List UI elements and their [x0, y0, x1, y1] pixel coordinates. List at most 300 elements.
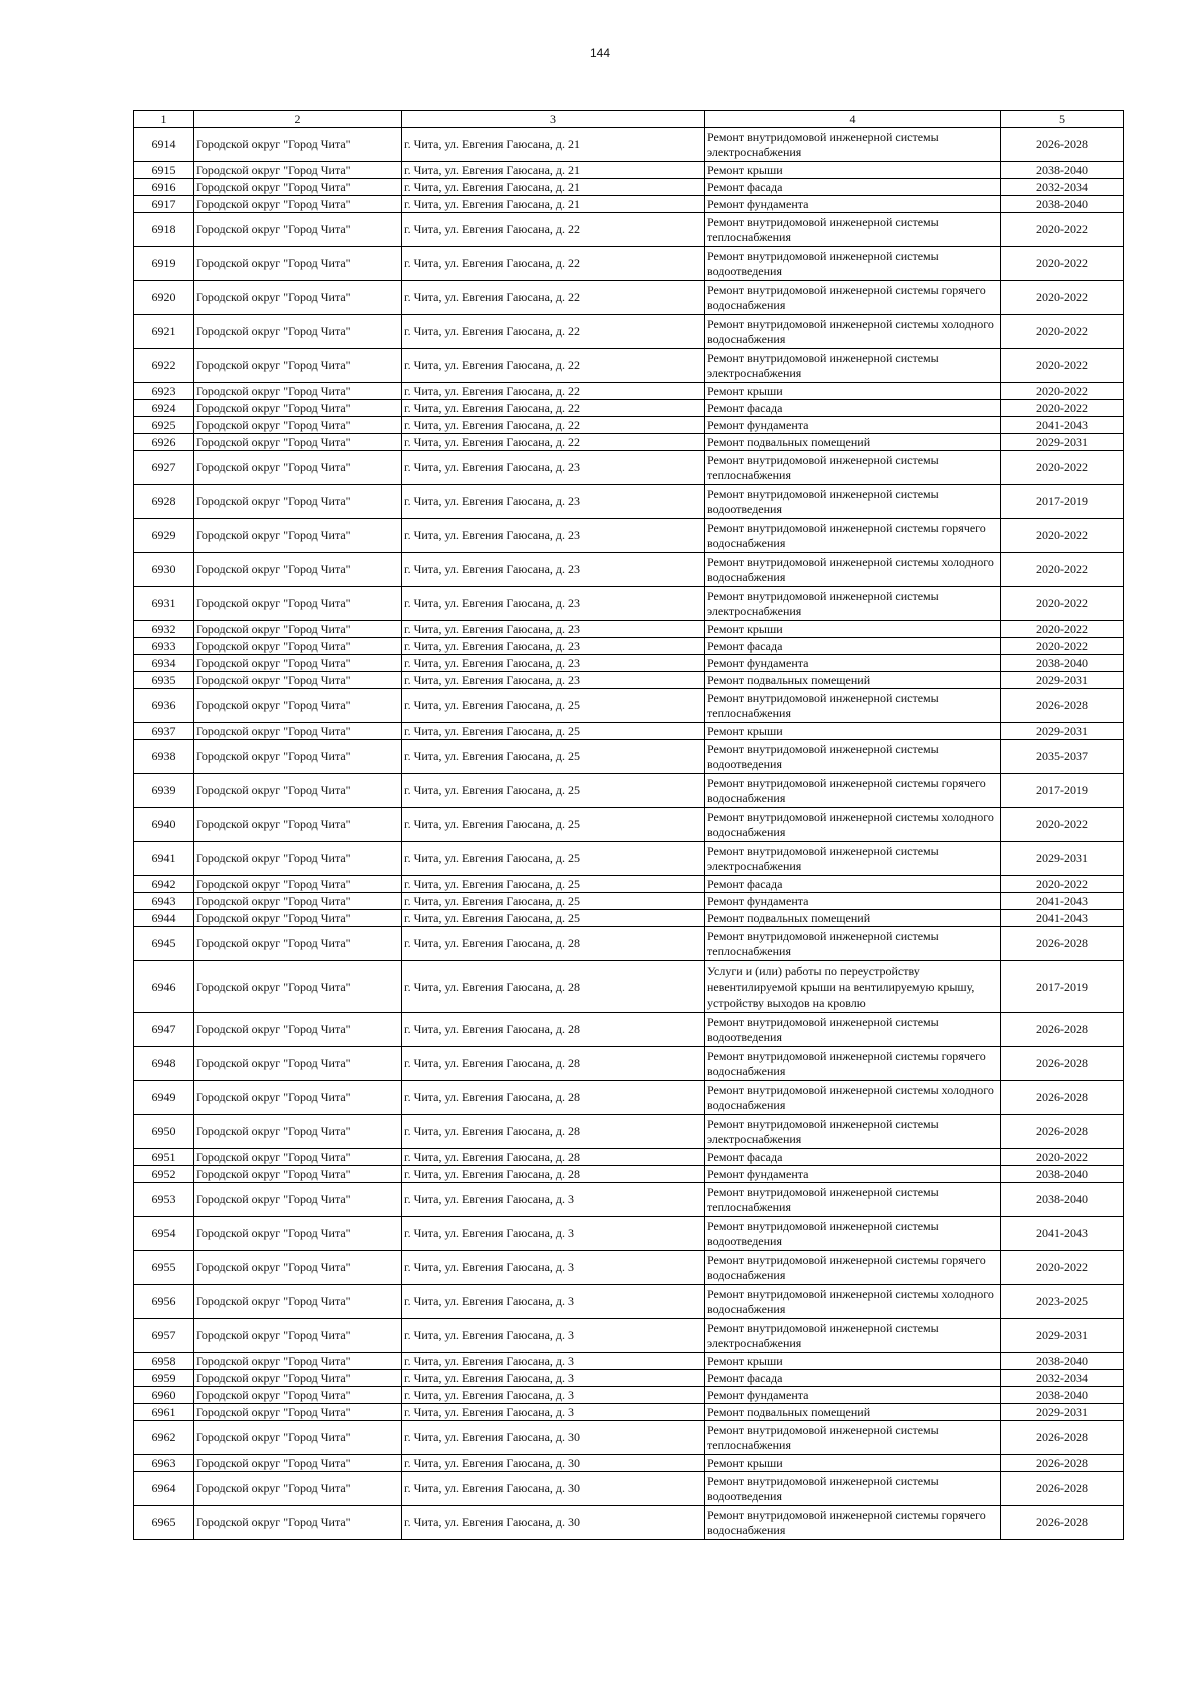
- work-type-cell: Ремонт подвальных помещений: [705, 1404, 1001, 1421]
- address-cell: г. Чита, ул. Евгения Гаюсана, д. 23: [402, 672, 705, 689]
- table-row: [134, 740, 1124, 774]
- period-cell: 2026-2028: [1001, 1047, 1124, 1081]
- period-cell: 2038-2040: [1001, 1166, 1124, 1183]
- municipality-cell: Городской округ "Город Чита": [194, 281, 402, 315]
- row-number-cell: 6960: [134, 1387, 194, 1404]
- period-cell: 2020-2022: [1001, 383, 1124, 400]
- period-cell: 2029-2031: [1001, 723, 1124, 740]
- column-header-2: 2: [194, 111, 402, 128]
- row-number-cell: 6955: [134, 1251, 194, 1285]
- period-cell: 2026-2028: [1001, 128, 1124, 162]
- municipality-cell: Городской округ "Город Чита": [194, 1081, 402, 1115]
- address-cell: г. Чита, ул. Евгения Гаюсана, д. 21: [402, 196, 705, 213]
- municipality-cell: Городской округ "Город Чита": [194, 638, 402, 655]
- table-row: [134, 1183, 1124, 1217]
- work-type-cell: Ремонт внутридомовой инженерной системы холодного водоснабжения: [705, 315, 1001, 349]
- table-row: [134, 1013, 1124, 1047]
- row-number-cell: 6946: [134, 961, 194, 1013]
- address-cell: г. Чита, ул. Евгения Гаюсана, д. 25: [402, 808, 705, 842]
- row-number-cell: 6961: [134, 1404, 194, 1421]
- address-cell: г. Чита, ул. Евгения Гаюсана, д. 23: [402, 485, 705, 519]
- municipality-cell: Городской округ "Город Чита": [194, 1421, 402, 1455]
- row-number-cell: 6962: [134, 1421, 194, 1455]
- row-number-cell: 6948: [134, 1047, 194, 1081]
- table-row: [134, 383, 1124, 400]
- period-cell: 2026-2028: [1001, 1455, 1124, 1472]
- address-cell: г. Чита, ул. Евгения Гаюсана, д. 3: [402, 1353, 705, 1370]
- period-cell: 2023-2025: [1001, 1285, 1124, 1319]
- work-type-cell: Ремонт фасада: [705, 638, 1001, 655]
- table-row: [134, 774, 1124, 808]
- row-number-cell: 6942: [134, 876, 194, 893]
- period-cell: 2029-2031: [1001, 434, 1124, 451]
- municipality-cell: Городской округ "Город Чита": [194, 1353, 402, 1370]
- period-cell: 2020-2022: [1001, 349, 1124, 383]
- address-cell: г. Чита, ул. Евгения Гаюсана, д. 28: [402, 1047, 705, 1081]
- municipality-cell: Городской округ "Город Чита": [194, 1387, 402, 1404]
- period-cell: 2041-2043: [1001, 910, 1124, 927]
- municipality-cell: Городской округ "Город Чита": [194, 179, 402, 196]
- row-number-cell: 6938: [134, 740, 194, 774]
- work-type-cell: Ремонт внутридомовой инженерной системы теплоснабжения: [705, 213, 1001, 247]
- address-cell: г. Чита, ул. Евгения Гаюсана, д. 28: [402, 1166, 705, 1183]
- address-cell: г. Чита, ул. Евгения Гаюсана, д. 23: [402, 655, 705, 672]
- address-cell: г. Чита, ул. Евгения Гаюсана, д. 3: [402, 1319, 705, 1353]
- municipality-cell: Городской округ "Город Чита": [194, 519, 402, 553]
- table-row: [134, 1047, 1124, 1081]
- row-number-cell: 6937: [134, 723, 194, 740]
- period-cell: 2029-2031: [1001, 1404, 1124, 1421]
- address-cell: г. Чита, ул. Евгения Гаюсана, д. 30: [402, 1455, 705, 1472]
- address-cell: г. Чита, ул. Евгения Гаюсана, д. 28: [402, 927, 705, 961]
- row-number-cell: 6950: [134, 1115, 194, 1149]
- table-row: [134, 638, 1124, 655]
- row-number-cell: 6921: [134, 315, 194, 349]
- table-row: [134, 315, 1124, 349]
- work-type-cell: Ремонт крыши: [705, 162, 1001, 179]
- period-cell: 2035-2037: [1001, 740, 1124, 774]
- address-cell: г. Чита, ул. Евгения Гаюсана, д. 28: [402, 1149, 705, 1166]
- row-number-cell: 6914: [134, 128, 194, 162]
- row-number-cell: 6939: [134, 774, 194, 808]
- work-type-cell: Ремонт внутридомовой инженерной системы водоотведения: [705, 485, 1001, 519]
- work-type-cell: Ремонт внутридомовой инженерной системы холодного водоснабжения: [705, 553, 1001, 587]
- work-type-cell: Ремонт фасада: [705, 876, 1001, 893]
- table-row: [134, 1251, 1124, 1285]
- municipality-cell: Городской округ "Город Чита": [194, 400, 402, 417]
- table-row: [134, 417, 1124, 434]
- table-row: [134, 1115, 1124, 1149]
- row-number-cell: 6947: [134, 1013, 194, 1047]
- address-cell: г. Чита, ул. Евгения Гаюсана, д. 23: [402, 621, 705, 638]
- municipality-cell: Городской округ "Город Чита": [194, 723, 402, 740]
- period-cell: 2020-2022: [1001, 587, 1124, 621]
- municipality-cell: Городской округ "Город Чита": [194, 1149, 402, 1166]
- work-type-cell: Ремонт внутридомовой инженерной системы водоотведения: [705, 1217, 1001, 1251]
- work-type-cell: Ремонт внутридомовой инженерной системы электроснабжения: [705, 587, 1001, 621]
- row-number-cell: 6928: [134, 485, 194, 519]
- period-cell: 2020-2022: [1001, 1251, 1124, 1285]
- table-row: [134, 1166, 1124, 1183]
- row-number-cell: 6930: [134, 553, 194, 587]
- table-row: [134, 876, 1124, 893]
- row-number-cell: 6963: [134, 1455, 194, 1472]
- period-cell: 2020-2022: [1001, 213, 1124, 247]
- municipality-cell: Городской округ "Город Чита": [194, 1370, 402, 1387]
- period-cell: 2020-2022: [1001, 553, 1124, 587]
- work-type-cell: Ремонт крыши: [705, 723, 1001, 740]
- municipality-cell: Городской округ "Город Чита": [194, 196, 402, 213]
- period-cell: 2020-2022: [1001, 315, 1124, 349]
- period-cell: 2026-2028: [1001, 1115, 1124, 1149]
- row-number-cell: 6931: [134, 587, 194, 621]
- work-type-cell: Ремонт внутридомовой инженерной системы водоотведения: [705, 247, 1001, 281]
- address-cell: г. Чита, ул. Евгения Гаюсана, д. 22: [402, 383, 705, 400]
- municipality-cell: Городской округ "Город Чита": [194, 1166, 402, 1183]
- municipality-cell: Городской округ "Город Чита": [194, 587, 402, 621]
- municipality-cell: Городской округ "Город Чита": [194, 927, 402, 961]
- municipality-cell: Городской округ "Город Чита": [194, 383, 402, 400]
- table-row: [134, 1217, 1124, 1251]
- work-type-cell: Ремонт внутридомовой инженерной системы горячего водоснабжения: [705, 1047, 1001, 1081]
- work-type-cell: Ремонт подвальных помещений: [705, 910, 1001, 927]
- row-number-cell: 6954: [134, 1217, 194, 1251]
- municipality-cell: Городской округ "Город Чита": [194, 1251, 402, 1285]
- address-cell: г. Чита, ул. Евгения Гаюсана, д. 28: [402, 1081, 705, 1115]
- address-cell: г. Чита, ул. Евгения Гаюсана, д. 21: [402, 128, 705, 162]
- work-type-cell: Ремонт внутридомовой инженерной системы холодного водоснабжения: [705, 1285, 1001, 1319]
- row-number-cell: 6918: [134, 213, 194, 247]
- address-cell: г. Чита, ул. Евгения Гаюсана, д. 22: [402, 400, 705, 417]
- row-number-cell: 6924: [134, 400, 194, 417]
- address-cell: г. Чита, ул. Евгения Гаюсана, д. 22: [402, 349, 705, 383]
- row-number-cell: 6951: [134, 1149, 194, 1166]
- table-row: [134, 587, 1124, 621]
- address-cell: г. Чита, ул. Евгения Гаюсана, д. 25: [402, 893, 705, 910]
- table-row: [134, 400, 1124, 417]
- period-cell: 2038-2040: [1001, 655, 1124, 672]
- address-cell: г. Чита, ул. Евгения Гаюсана, д. 22: [402, 434, 705, 451]
- period-cell: 2017-2019: [1001, 774, 1124, 808]
- table-row: [134, 281, 1124, 315]
- address-cell: г. Чита, ул. Евгения Гаюсана, д. 25: [402, 723, 705, 740]
- work-type-cell: Ремонт внутридомовой инженерной системы водоотведения: [705, 1013, 1001, 1047]
- period-cell: 2041-2043: [1001, 1217, 1124, 1251]
- municipality-cell: Городской округ "Город Чита": [194, 349, 402, 383]
- work-type-cell: Ремонт внутридомовой инженерной системы теплоснабжения: [705, 689, 1001, 723]
- municipality-cell: Городской округ "Город Чита": [194, 689, 402, 723]
- period-cell: 2041-2043: [1001, 417, 1124, 434]
- table-row: [134, 1081, 1124, 1115]
- period-cell: 2020-2022: [1001, 281, 1124, 315]
- column-header-3: 3: [402, 111, 705, 128]
- municipality-cell: Городской округ "Город Чита": [194, 128, 402, 162]
- work-type-cell: Ремонт крыши: [705, 1455, 1001, 1472]
- table-row: [134, 1506, 1124, 1540]
- period-cell: 2038-2040: [1001, 1183, 1124, 1217]
- work-type-cell: Ремонт внутридомовой инженерной системы горячего водоснабжения: [705, 519, 1001, 553]
- row-number-cell: 6952: [134, 1166, 194, 1183]
- column-header-5: 5: [1001, 111, 1124, 128]
- row-number-cell: 6944: [134, 910, 194, 927]
- municipality-cell: Городской округ "Город Чита": [194, 417, 402, 434]
- address-cell: г. Чита, ул. Евгения Гаюсана, д. 30: [402, 1506, 705, 1540]
- row-number-cell: 6933: [134, 638, 194, 655]
- period-cell: 2020-2022: [1001, 451, 1124, 485]
- address-cell: г. Чита, ул. Евгения Гаюсана, д. 23: [402, 519, 705, 553]
- period-cell: 2029-2031: [1001, 672, 1124, 689]
- work-type-cell: Ремонт внутридомовой инженерной системы теплоснабжения: [705, 1421, 1001, 1455]
- period-cell: 2020-2022: [1001, 519, 1124, 553]
- row-number-cell: 6945: [134, 927, 194, 961]
- address-cell: г. Чита, ул. Евгения Гаюсана, д. 28: [402, 961, 705, 1013]
- period-cell: 2032-2034: [1001, 1370, 1124, 1387]
- municipality-cell: Городской округ "Город Чита": [194, 1285, 402, 1319]
- work-type-cell: Ремонт внутридомовой инженерной системы электроснабжения: [705, 1319, 1001, 1353]
- column-header-1: 1: [134, 111, 194, 128]
- row-number-cell: 6922: [134, 349, 194, 383]
- work-type-cell: Ремонт внутридомовой инженерной системы холодного водоснабжения: [705, 1081, 1001, 1115]
- period-cell: 2026-2028: [1001, 1081, 1124, 1115]
- period-cell: 2038-2040: [1001, 162, 1124, 179]
- period-cell: 2017-2019: [1001, 961, 1124, 1013]
- repair-schedule-table: [133, 110, 1124, 1540]
- row-number-cell: 6965: [134, 1506, 194, 1540]
- municipality-cell: Городской округ "Город Чита": [194, 961, 402, 1013]
- work-type-cell: Ремонт фасада: [705, 1370, 1001, 1387]
- period-cell: 2041-2043: [1001, 893, 1124, 910]
- period-cell: 2038-2040: [1001, 1353, 1124, 1370]
- table-row: [134, 723, 1124, 740]
- page-number: 144: [589, 46, 611, 60]
- address-cell: г. Чита, ул. Евгения Гаюсана, д. 21: [402, 162, 705, 179]
- table-row: [134, 128, 1124, 162]
- work-type-cell: Ремонт внутридомовой инженерной системы теплоснабжения: [705, 927, 1001, 961]
- municipality-cell: Городской округ "Город Чита": [194, 1013, 402, 1047]
- row-number-cell: 6923: [134, 383, 194, 400]
- table-row: [134, 808, 1124, 842]
- municipality-cell: Городской округ "Город Чита": [194, 774, 402, 808]
- work-type-cell: Ремонт внутридомовой инженерной системы теплоснабжения: [705, 1183, 1001, 1217]
- table-row: [134, 519, 1124, 553]
- address-cell: г. Чита, ул. Евгения Гаюсана, д. 3: [402, 1217, 705, 1251]
- work-type-cell: Ремонт фундамента: [705, 417, 1001, 434]
- period-cell: 2032-2034: [1001, 179, 1124, 196]
- table-row: [134, 349, 1124, 383]
- address-cell: г. Чита, ул. Евгения Гаюсана, д. 3: [402, 1404, 705, 1421]
- table-row: [134, 1353, 1124, 1370]
- address-cell: г. Чита, ул. Евгения Гаюсана, д. 3: [402, 1183, 705, 1217]
- table-row: [134, 1319, 1124, 1353]
- municipality-cell: Городской округ "Город Чита": [194, 485, 402, 519]
- table-row: [134, 1387, 1124, 1404]
- address-cell: г. Чита, ул. Евгения Гаюсана, д. 21: [402, 179, 705, 196]
- period-cell: 2020-2022: [1001, 808, 1124, 842]
- period-cell: 2038-2040: [1001, 1387, 1124, 1404]
- municipality-cell: Городской округ "Город Чита": [194, 1217, 402, 1251]
- municipality-cell: Городской округ "Город Чита": [194, 553, 402, 587]
- work-type-cell: Ремонт крыши: [705, 383, 1001, 400]
- period-cell: 2020-2022: [1001, 1149, 1124, 1166]
- municipality-cell: Городской округ "Город Чита": [194, 1319, 402, 1353]
- address-cell: г. Чита, ул. Евгения Гаюсана, д. 25: [402, 689, 705, 723]
- municipality-cell: Городской округ "Город Чита": [194, 1047, 402, 1081]
- municipality-cell: Городской округ "Город Чита": [194, 1455, 402, 1472]
- row-number-cell: 6919: [134, 247, 194, 281]
- table-row: [134, 893, 1124, 910]
- municipality-cell: Городской округ "Город Чита": [194, 740, 402, 774]
- table-body: [134, 128, 1124, 1540]
- row-number-cell: 6929: [134, 519, 194, 553]
- row-number-cell: 6935: [134, 672, 194, 689]
- address-cell: г. Чита, ул. Евгения Гаюсана, д. 23: [402, 638, 705, 655]
- address-cell: г. Чита, ул. Евгения Гаюсана, д. 3: [402, 1285, 705, 1319]
- row-number-cell: 6925: [134, 417, 194, 434]
- period-cell: 2020-2022: [1001, 400, 1124, 417]
- table-row: [134, 1472, 1124, 1506]
- address-cell: г. Чита, ул. Евгения Гаюсана, д. 3: [402, 1251, 705, 1285]
- row-number-cell: 6916: [134, 179, 194, 196]
- municipality-cell: Городской округ "Город Чита": [194, 162, 402, 179]
- table-row: [134, 621, 1124, 638]
- address-cell: г. Чита, ул. Евгения Гаюсана, д. 25: [402, 842, 705, 876]
- municipality-cell: Городской округ "Город Чита": [194, 672, 402, 689]
- address-cell: г. Чита, ул. Евгения Гаюсана, д. 30: [402, 1421, 705, 1455]
- work-type-cell: Ремонт внутридомовой инженерной системы электроснабжения: [705, 128, 1001, 162]
- municipality-cell: Городской округ "Город Чита": [194, 893, 402, 910]
- row-number-cell: 6957: [134, 1319, 194, 1353]
- work-type-cell: Услуги и (или) работы по переустройству невентилируемой крыши на вентилируемую крышу, устройству выходов на кровлю: [705, 961, 1001, 1013]
- work-type-cell: Ремонт внутридомовой инженерной системы электроснабжения: [705, 349, 1001, 383]
- row-number-cell: 6917: [134, 196, 194, 213]
- work-type-cell: Ремонт фундамента: [705, 893, 1001, 910]
- work-type-cell: Ремонт внутридомовой инженерной системы водоотведения: [705, 740, 1001, 774]
- table-row: [134, 247, 1124, 281]
- work-type-cell: Ремонт внутридомовой инженерной системы горячего водоснабжения: [705, 281, 1001, 315]
- column-header-4: 4: [705, 111, 1001, 128]
- address-cell: г. Чита, ул. Евгения Гаюсана, д. 22: [402, 213, 705, 247]
- work-type-cell: Ремонт фундамента: [705, 1387, 1001, 1404]
- row-number-cell: 6953: [134, 1183, 194, 1217]
- municipality-cell: Городской округ "Город Чита": [194, 1472, 402, 1506]
- table-row: [134, 553, 1124, 587]
- municipality-cell: Городской округ "Город Чита": [194, 434, 402, 451]
- table-row: [134, 1421, 1124, 1455]
- address-cell: г. Чита, ул. Евгения Гаюсана, д. 22: [402, 315, 705, 349]
- period-cell: 2026-2028: [1001, 1472, 1124, 1506]
- table-row: [134, 1404, 1124, 1421]
- period-cell: 2026-2028: [1001, 927, 1124, 961]
- table-header-row: [134, 111, 1124, 128]
- address-cell: г. Чита, ул. Евгения Гаюсана, д. 3: [402, 1370, 705, 1387]
- period-cell: 2026-2028: [1001, 1421, 1124, 1455]
- table-row: [134, 655, 1124, 672]
- row-number-cell: 6956: [134, 1285, 194, 1319]
- table-row: [134, 485, 1124, 519]
- work-type-cell: Ремонт крыши: [705, 1353, 1001, 1370]
- table-row: [134, 162, 1124, 179]
- work-type-cell: Ремонт внутридомовой инженерной системы электроснабжения: [705, 842, 1001, 876]
- work-type-cell: Ремонт внутридомовой инженерной системы горячего водоснабжения: [705, 774, 1001, 808]
- municipality-cell: Городской округ "Город Чита": [194, 247, 402, 281]
- period-cell: 2017-2019: [1001, 485, 1124, 519]
- table-row: [134, 842, 1124, 876]
- work-type-cell: Ремонт внутридомовой инженерной системы горячего водоснабжения: [705, 1506, 1001, 1540]
- work-type-cell: Ремонт внутридомовой инженерной системы холодного водоснабжения: [705, 808, 1001, 842]
- table-row: [134, 689, 1124, 723]
- work-type-cell: Ремонт внутридомовой инженерной системы электроснабжения: [705, 1115, 1001, 1149]
- row-number-cell: 6934: [134, 655, 194, 672]
- address-cell: г. Чита, ул. Евгения Гаюсана, д. 25: [402, 876, 705, 893]
- table-row: [134, 179, 1124, 196]
- table-row: [134, 434, 1124, 451]
- row-number-cell: 6932: [134, 621, 194, 638]
- period-cell: 2026-2028: [1001, 1013, 1124, 1047]
- address-cell: г. Чита, ул. Евгения Гаюсана, д. 22: [402, 281, 705, 315]
- municipality-cell: Городской округ "Город Чита": [194, 842, 402, 876]
- row-number-cell: 6941: [134, 842, 194, 876]
- row-number-cell: 6926: [134, 434, 194, 451]
- address-cell: г. Чита, ул. Евгения Гаюсана, д. 23: [402, 587, 705, 621]
- work-type-cell: Ремонт подвальных помещений: [705, 672, 1001, 689]
- period-cell: 2026-2028: [1001, 689, 1124, 723]
- work-type-cell: Ремонт крыши: [705, 621, 1001, 638]
- period-cell: 2029-2031: [1001, 842, 1124, 876]
- table-row: [134, 672, 1124, 689]
- municipality-cell: Городской округ "Город Чита": [194, 1115, 402, 1149]
- municipality-cell: Городской округ "Город Чита": [194, 213, 402, 247]
- municipality-cell: Городской округ "Город Чита": [194, 1183, 402, 1217]
- work-type-cell: Ремонт фасада: [705, 1149, 1001, 1166]
- municipality-cell: Городской округ "Город Чита": [194, 808, 402, 842]
- address-cell: г. Чита, ул. Евгения Гаюсана, д. 3: [402, 1387, 705, 1404]
- address-cell: г. Чита, ул. Евгения Гаюсана, д. 25: [402, 740, 705, 774]
- address-cell: г. Чита, ул. Евгения Гаюсана, д. 22: [402, 247, 705, 281]
- row-number-cell: 6915: [134, 162, 194, 179]
- municipality-cell: Городской округ "Город Чита": [194, 1404, 402, 1421]
- row-number-cell: 6920: [134, 281, 194, 315]
- table-row: [134, 910, 1124, 927]
- row-number-cell: 6940: [134, 808, 194, 842]
- table-row: [134, 1285, 1124, 1319]
- work-type-cell: Ремонт фундамента: [705, 1166, 1001, 1183]
- row-number-cell: 6958: [134, 1353, 194, 1370]
- work-type-cell: Ремонт внутридомовой инженерной системы горячего водоснабжения: [705, 1251, 1001, 1285]
- address-cell: г. Чита, ул. Евгения Гаюсана, д. 23: [402, 451, 705, 485]
- address-cell: г. Чита, ул. Евгения Гаюсана, д. 28: [402, 1013, 705, 1047]
- table-row: [134, 213, 1124, 247]
- work-type-cell: Ремонт подвальных помещений: [705, 434, 1001, 451]
- work-type-cell: Ремонт фасада: [705, 400, 1001, 417]
- row-number-cell: 6927: [134, 451, 194, 485]
- table-row: [134, 1370, 1124, 1387]
- work-type-cell: Ремонт внутридомовой инженерной системы теплоснабжения: [705, 451, 1001, 485]
- period-cell: 2020-2022: [1001, 247, 1124, 281]
- row-number-cell: 6936: [134, 689, 194, 723]
- period-cell: 2038-2040: [1001, 196, 1124, 213]
- row-number-cell: 6949: [134, 1081, 194, 1115]
- address-cell: г. Чита, ул. Евгения Гаюсана, д. 23: [402, 553, 705, 587]
- table-row: [134, 196, 1124, 213]
- municipality-cell: Городской округ "Город Чита": [194, 1506, 402, 1540]
- row-number-cell: 6943: [134, 893, 194, 910]
- municipality-cell: Городской округ "Город Чита": [194, 451, 402, 485]
- row-number-cell: 6959: [134, 1370, 194, 1387]
- municipality-cell: Городской округ "Город Чита": [194, 876, 402, 893]
- table-row: [134, 927, 1124, 961]
- address-cell: г. Чита, ул. Евгения Гаюсана, д. 30: [402, 1472, 705, 1506]
- address-cell: г. Чита, ул. Евгения Гаюсана, д. 25: [402, 774, 705, 808]
